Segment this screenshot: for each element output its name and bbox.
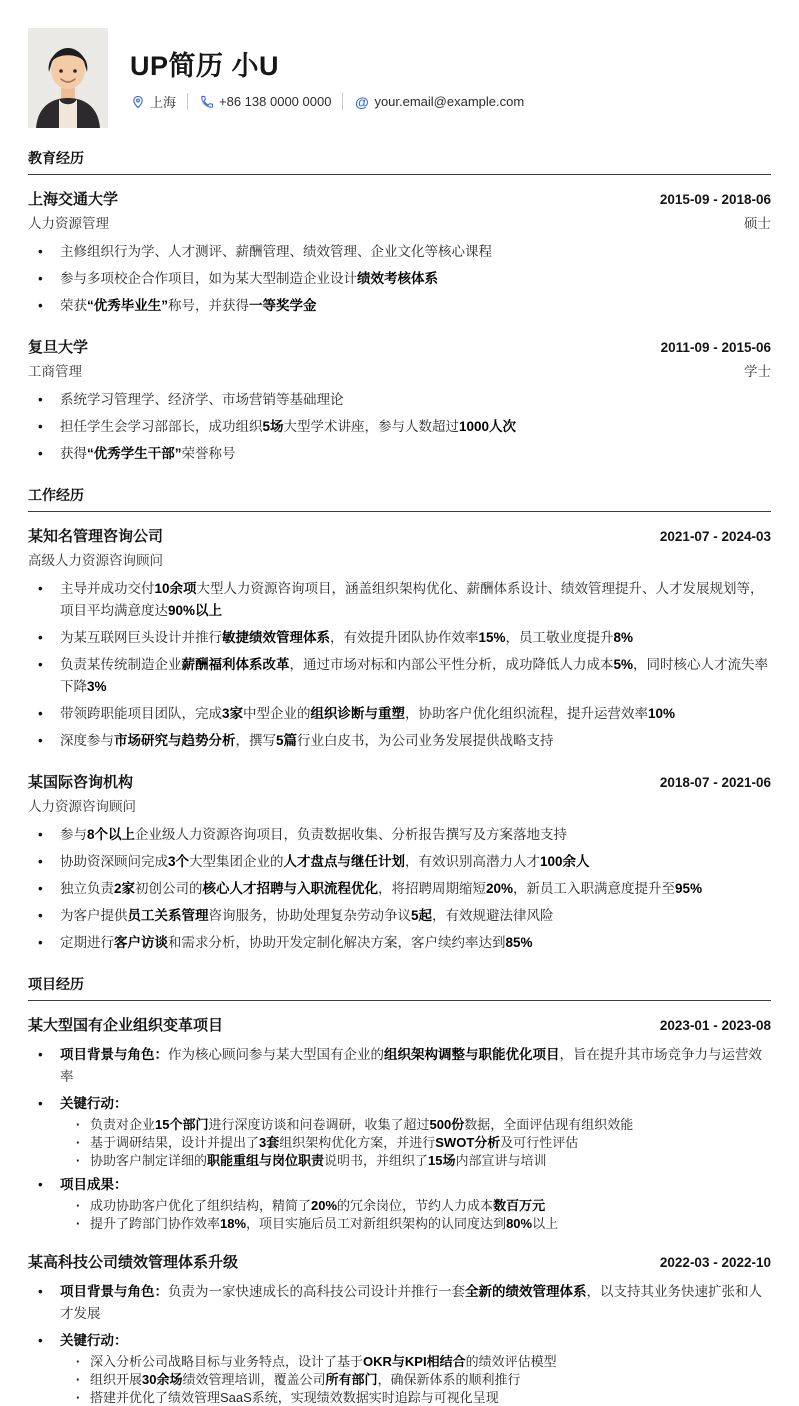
bullet-text: 绩效考核体系	[357, 271, 438, 286]
bullet-marker-icon: •	[38, 1177, 43, 1192]
bullet-item	[28, 627, 771, 649]
bullet-text: 2家	[114, 881, 136, 896]
bullet-marker-icon: •	[38, 419, 43, 434]
bullet-text: ，以支持其业务快速扩张和人才发展	[60, 1284, 762, 1321]
bullet-text: 咨询服务，协助处理复杂劳动争议	[208, 908, 411, 923]
bullet-item	[28, 268, 771, 290]
bullet-item	[28, 905, 771, 927]
bullet-item	[28, 851, 771, 873]
entry-subtitle: 人力资源管理	[28, 216, 109, 231]
bullet-list	[28, 389, 771, 465]
resume-entry	[28, 336, 771, 465]
bullet-text: 8个以上	[87, 827, 136, 842]
bullet-text: 员工关系管理	[127, 908, 209, 923]
contact-divider	[187, 93, 188, 110]
entry-subtitle: 人力资源咨询顾问	[28, 799, 136, 814]
bullet-text: 数百万元	[493, 1198, 546, 1213]
bullet-list	[28, 241, 771, 317]
resume-entry	[28, 188, 771, 317]
bullet-text: 项目成果：	[60, 1177, 128, 1192]
bullet-text: 深入分析公司战略目标与业务特点，设计了基于	[90, 1354, 364, 1369]
section-work	[28, 485, 771, 954]
bullet-text: OKR与KPI相结合	[363, 1354, 466, 1369]
bullet-item	[28, 1093, 771, 1115]
bullet-list	[28, 824, 771, 954]
bullet-text: 95%	[675, 881, 703, 896]
bullet-item	[28, 389, 771, 411]
email-icon: @	[355, 93, 369, 110]
bullet-text: 大型学术讲座，参与人数超过	[283, 419, 460, 434]
bullet-text: 85%	[505, 935, 533, 950]
email-text: your.email@example.com	[374, 94, 525, 109]
bullet-item	[28, 1353, 771, 1370]
bullet-text: 全新的绩效管理体系	[465, 1284, 587, 1299]
bullet-marker-icon: ·	[76, 1216, 81, 1231]
bullet-marker-icon: •	[38, 935, 43, 950]
bullet-text: 大型集团企业的	[189, 854, 284, 869]
bullet-item	[28, 1116, 771, 1133]
contact-location	[130, 92, 176, 111]
contact-row	[130, 92, 524, 111]
bullet-item	[28, 1330, 771, 1352]
bullet-marker-icon: •	[38, 244, 43, 259]
bullet-text: 18%	[220, 1216, 247, 1231]
bullet-text: 一等奖学金	[249, 298, 317, 313]
bullet-text: 敏捷绩效管理体系	[222, 630, 330, 645]
bullet-item	[28, 654, 771, 698]
bullet-text: 关键行动：	[60, 1333, 128, 1348]
bullet-text: 30余场	[142, 1372, 183, 1387]
bullet-text: 5起	[411, 908, 433, 923]
bullet-text: 荣获	[60, 298, 87, 313]
bullet-marker-icon: ·	[76, 1354, 81, 1369]
bullet-item	[28, 1281, 771, 1325]
bullet-marker-icon: ·	[76, 1153, 81, 1168]
bullet-text: 绩效管理培训，覆盖公司	[182, 1372, 326, 1387]
bullet-text: 说明书，并组织了	[324, 1153, 429, 1168]
bullet-text: 获得	[60, 446, 87, 461]
entry-date-range: 2011-09 - 2015-06	[660, 340, 771, 355]
bullet-item	[28, 730, 771, 752]
contact-divider	[342, 93, 343, 110]
bullet-text: 独立负责	[60, 881, 114, 896]
bullet-text: 基于调研结果，设计并提出了	[90, 1135, 260, 1150]
bullet-item	[28, 1215, 771, 1232]
bullet-text: 薪酬福利体系改革	[181, 657, 290, 672]
bullet-text: 市场研究与趋势分析	[114, 733, 236, 748]
bullet-text: 组织架构优化方案，并进行	[279, 1135, 436, 1150]
bullet-marker-icon: •	[38, 733, 43, 748]
bullet-item	[28, 578, 771, 622]
bullet-text: 为某互联网巨头设计并推行	[60, 630, 222, 645]
entry-degree: 学士	[744, 364, 771, 379]
bullet-text: ，确保新体系的顺利推行	[377, 1372, 521, 1387]
identity-block	[130, 28, 524, 111]
bullet-item	[28, 1152, 771, 1169]
bullet-list	[28, 1044, 771, 1232]
bullet-text: “优秀学生干部”	[87, 446, 182, 461]
bullet-text: 负责对企业	[90, 1117, 156, 1132]
bullet-marker-icon: •	[38, 630, 43, 645]
bullet-item	[28, 241, 771, 263]
bullet-text: 20%	[311, 1198, 338, 1213]
entry-title: 某知名管理咨询公司	[28, 528, 164, 545]
entry-degree: 硕士	[744, 216, 771, 231]
entry-date-range: 2015-09 - 2018-06	[659, 192, 771, 207]
bullet-text: 初创公司的	[135, 881, 203, 896]
section-education	[28, 148, 771, 465]
entry-date-range: 2018-07 - 2021-06	[659, 775, 771, 790]
profile-photo	[28, 28, 108, 128]
bullet-text: 提升了跨部门协作效率	[90, 1216, 221, 1231]
bullet-text: 以上	[532, 1216, 559, 1231]
bullet-text: 成功协助客户优化了组织结构，精简了	[90, 1198, 312, 1213]
bullet-text: 5%	[613, 657, 634, 672]
resume-body	[28, 148, 771, 1406]
entry-title: 某大型国有企业组织变革项目	[28, 1017, 224, 1034]
bullet-text: 负责为一家快速成长的高科技公司设计并推行一套	[168, 1284, 465, 1299]
bullet-text: 和需求分析，协助开发定制化解决方案，客户续约率达到	[168, 935, 506, 950]
bullet-text: ，通过市场对标和内部公平性分析，成功降低人力成本	[289, 657, 614, 672]
bullet-marker-icon: ·	[76, 1198, 81, 1213]
bullet-text: 带领跨职能项目团队，完成	[60, 706, 222, 721]
bullet-item	[28, 416, 771, 438]
bullet-text: 10%	[648, 706, 676, 721]
bullet-text: 数据，全面评估现有组织效能	[464, 1117, 634, 1132]
bullet-text: 90%以上	[168, 603, 223, 618]
entry-date-range: 2023-01 - 2023-08	[659, 1018, 771, 1033]
bullet-text: 15%	[478, 630, 506, 645]
bullet-text: 主修组织行为学、人才测评、薪酬管理、绩效管理、企业文化等核心课程	[60, 244, 492, 259]
bullet-text: 3个	[168, 854, 190, 869]
bullet-text: 5篇	[276, 733, 298, 748]
bullet-text: 行业白皮书，为公司业务发展提供战略支持	[297, 733, 554, 748]
bullet-item	[28, 295, 771, 317]
bullet-text: ，旨在提升其市场竞争力与运营效率	[60, 1047, 762, 1084]
bullet-list	[28, 578, 771, 752]
bullet-text: 为客户提供	[60, 908, 128, 923]
bullet-text: ，撰写	[235, 733, 276, 748]
entry-title: 某国际咨询机构	[28, 774, 134, 791]
bullet-item	[28, 443, 771, 465]
bullet-text: 1000人次	[459, 419, 517, 434]
bullet-item	[28, 1197, 771, 1214]
bullet-item	[28, 1371, 771, 1388]
bullet-text: 组织诊断与重塑	[310, 706, 406, 721]
entry-subtitle: 高级人力资源咨询顾问	[28, 553, 163, 568]
bullet-text: 定期进行	[60, 935, 114, 950]
bullet-marker-icon: •	[38, 1333, 43, 1348]
bullet-text: “优秀毕业生”	[87, 298, 168, 313]
bullet-text: 核心人才招聘与入职流程优化	[202, 881, 379, 896]
bullet-marker-icon: ·	[76, 1390, 81, 1405]
bullet-text: 8%	[613, 630, 634, 645]
bullet-text: 人才盘点与继任计划	[283, 854, 406, 869]
section-title: 教育经历	[28, 148, 771, 175]
bullet-text: 10余项	[154, 581, 197, 596]
bullet-marker-icon: •	[38, 657, 43, 672]
entry-subtitle: 工商管理	[28, 364, 82, 379]
bullet-text: SWOT分析	[435, 1135, 501, 1150]
bullet-marker-icon: ·	[76, 1135, 81, 1150]
bullet-text: 进行深度访谈和问卷调研，收集了超过	[208, 1117, 430, 1132]
bullet-text: 3套	[259, 1135, 280, 1150]
bullet-marker-icon: •	[38, 1284, 43, 1299]
bullet-text: 搭建并优化了绩效管理SaaS系统，实现绩效数据实时追踪与可视化呈现	[90, 1390, 499, 1405]
contact-email	[354, 94, 524, 109]
bullet-text: 参与多项校企合作项目，如为某大型制造企业设计	[60, 271, 357, 286]
bullet-text: 组织开展	[90, 1372, 143, 1387]
bullet-marker-icon: •	[38, 854, 43, 869]
bullet-text: 作为核心顾问参与某大型国有企业的	[168, 1047, 384, 1062]
bullet-marker-icon: •	[38, 1047, 43, 1062]
bullet-marker-icon: •	[38, 581, 43, 596]
bullet-text: 协助资深顾问完成	[60, 854, 168, 869]
bullet-text: 项目背景与角色：	[60, 1284, 168, 1299]
bullet-item	[28, 1174, 771, 1196]
bullet-text: 深度参与	[60, 733, 114, 748]
resume-entry	[28, 1014, 771, 1232]
bullet-text: 称号，并获得	[168, 298, 249, 313]
bullet-text: 15场	[428, 1153, 456, 1168]
bullet-marker-icon: •	[38, 908, 43, 923]
bullet-text: ，同时核心人才流失率下降	[60, 657, 769, 694]
bullet-text: 客户访谈	[114, 935, 168, 950]
resume-entry	[28, 525, 771, 752]
bullet-marker-icon: •	[38, 271, 43, 286]
bullet-text: 主导并成功交付	[60, 581, 155, 596]
bullet-marker-icon: •	[38, 827, 43, 842]
bullet-item	[28, 932, 771, 954]
section-projects	[28, 974, 771, 1406]
bullet-text: 所有部门	[325, 1372, 378, 1387]
bullet-text: ，员工敬业度提升	[505, 630, 614, 645]
bullet-text: 企业级人力资源咨询项目，负责数据收集、分析报告撰写及方案落地支持	[135, 827, 568, 842]
bullet-text: 100余人	[540, 854, 590, 869]
contact-phone	[199, 94, 331, 109]
bullet-text: ，有效规避法律风险	[432, 908, 554, 923]
bullet-marker-icon: •	[38, 881, 43, 896]
bullet-text: 职能重组与岗位职责	[207, 1153, 325, 1168]
section-title: 工作经历	[28, 485, 771, 512]
bullet-text: ，将招聘周期缩短	[378, 881, 487, 896]
location-text: 上海	[150, 95, 177, 110]
bullet-marker-icon: •	[38, 446, 43, 461]
bullet-text: 20%	[486, 881, 514, 896]
bullet-text: ，新员工入职满意度提升至	[513, 881, 676, 896]
entry-date-range: 2022-03 - 2022-10	[659, 1255, 771, 1270]
bullet-text: 负责某传统制造企业	[60, 657, 182, 672]
bullet-item	[28, 1044, 771, 1088]
bullet-text: 15个部门	[155, 1117, 209, 1132]
resume-entry	[28, 1251, 771, 1406]
bullet-text: 5场	[262, 419, 284, 434]
bullet-text: 关键行动：	[60, 1096, 128, 1111]
entry-title: 上海交通大学	[28, 191, 119, 208]
phone-text: +86 138 0000 0000	[219, 94, 332, 109]
bullet-text: 80%	[506, 1216, 533, 1231]
bullet-text: 及可行性评估	[500, 1135, 579, 1150]
bullet-text: 参与	[60, 827, 87, 842]
resume-header	[28, 28, 771, 128]
entry-title: 某高科技公司绩效管理体系升级	[28, 1254, 239, 1271]
bullet-text: 的绩效评估模型	[465, 1354, 557, 1369]
bullet-text: 组织架构调整与职能优化项目	[384, 1047, 560, 1062]
bullet-list	[28, 1281, 771, 1406]
bullet-marker-icon: •	[38, 1096, 43, 1111]
resume-entry	[28, 771, 771, 954]
bullet-text: 系统学习管理学、经济学、市场营销等基础理论	[60, 392, 344, 407]
profile-photo-illustration	[28, 28, 108, 128]
location-icon	[130, 94, 145, 109]
bullet-item	[28, 1389, 771, 1406]
bullet-text: 500份	[429, 1117, 465, 1132]
bullet-text: 担任学生会学习部部长，成功组织	[60, 419, 263, 434]
bullet-text: 协助客户制定详细的	[90, 1153, 208, 1168]
bullet-text: ，有效提升团队协作效率	[330, 630, 479, 645]
bullet-text: 项目背景与角色：	[60, 1047, 168, 1062]
bullet-item	[28, 878, 771, 900]
bullet-marker-icon: ·	[76, 1117, 81, 1132]
candidate-name: UP简历 小U	[130, 51, 280, 81]
bullet-text: 3%	[87, 679, 107, 694]
bullet-marker-icon: •	[38, 706, 43, 721]
bullet-text: 荣誉称号	[181, 446, 236, 461]
entry-date-range: 2021-07 - 2024-03	[659, 529, 771, 544]
bullet-text: 中型企业的	[243, 706, 311, 721]
bullet-marker-icon: •	[38, 298, 43, 313]
bullet-item	[28, 1134, 771, 1151]
bullet-text: ，协助客户优化组织流程，提升运营效率	[405, 706, 649, 721]
bullet-marker-icon: ·	[76, 1372, 81, 1387]
bullet-text: 的冗余岗位，节约人力成本	[337, 1198, 494, 1213]
section-title: 项目经历	[28, 974, 771, 1001]
bullet-item	[28, 703, 771, 725]
bullet-text: ，有效识别高潜力人才	[405, 854, 541, 869]
bullet-text: 内部宣讲与培训	[455, 1153, 547, 1168]
bullet-text: ，项目实施后员工对新组织架构的认同度达到	[246, 1216, 507, 1231]
phone-icon	[199, 94, 214, 109]
bullet-marker-icon: •	[38, 392, 43, 407]
entry-title: 复旦大学	[28, 339, 89, 356]
bullet-text: 3家	[222, 706, 244, 721]
bullet-item	[28, 824, 771, 846]
bullet-text: 大型人力资源咨询项目，涵盖组织架构优化、薪酬体系设计、绩效管理提升、人才发展规划等，项目平均满意度达	[60, 581, 764, 618]
